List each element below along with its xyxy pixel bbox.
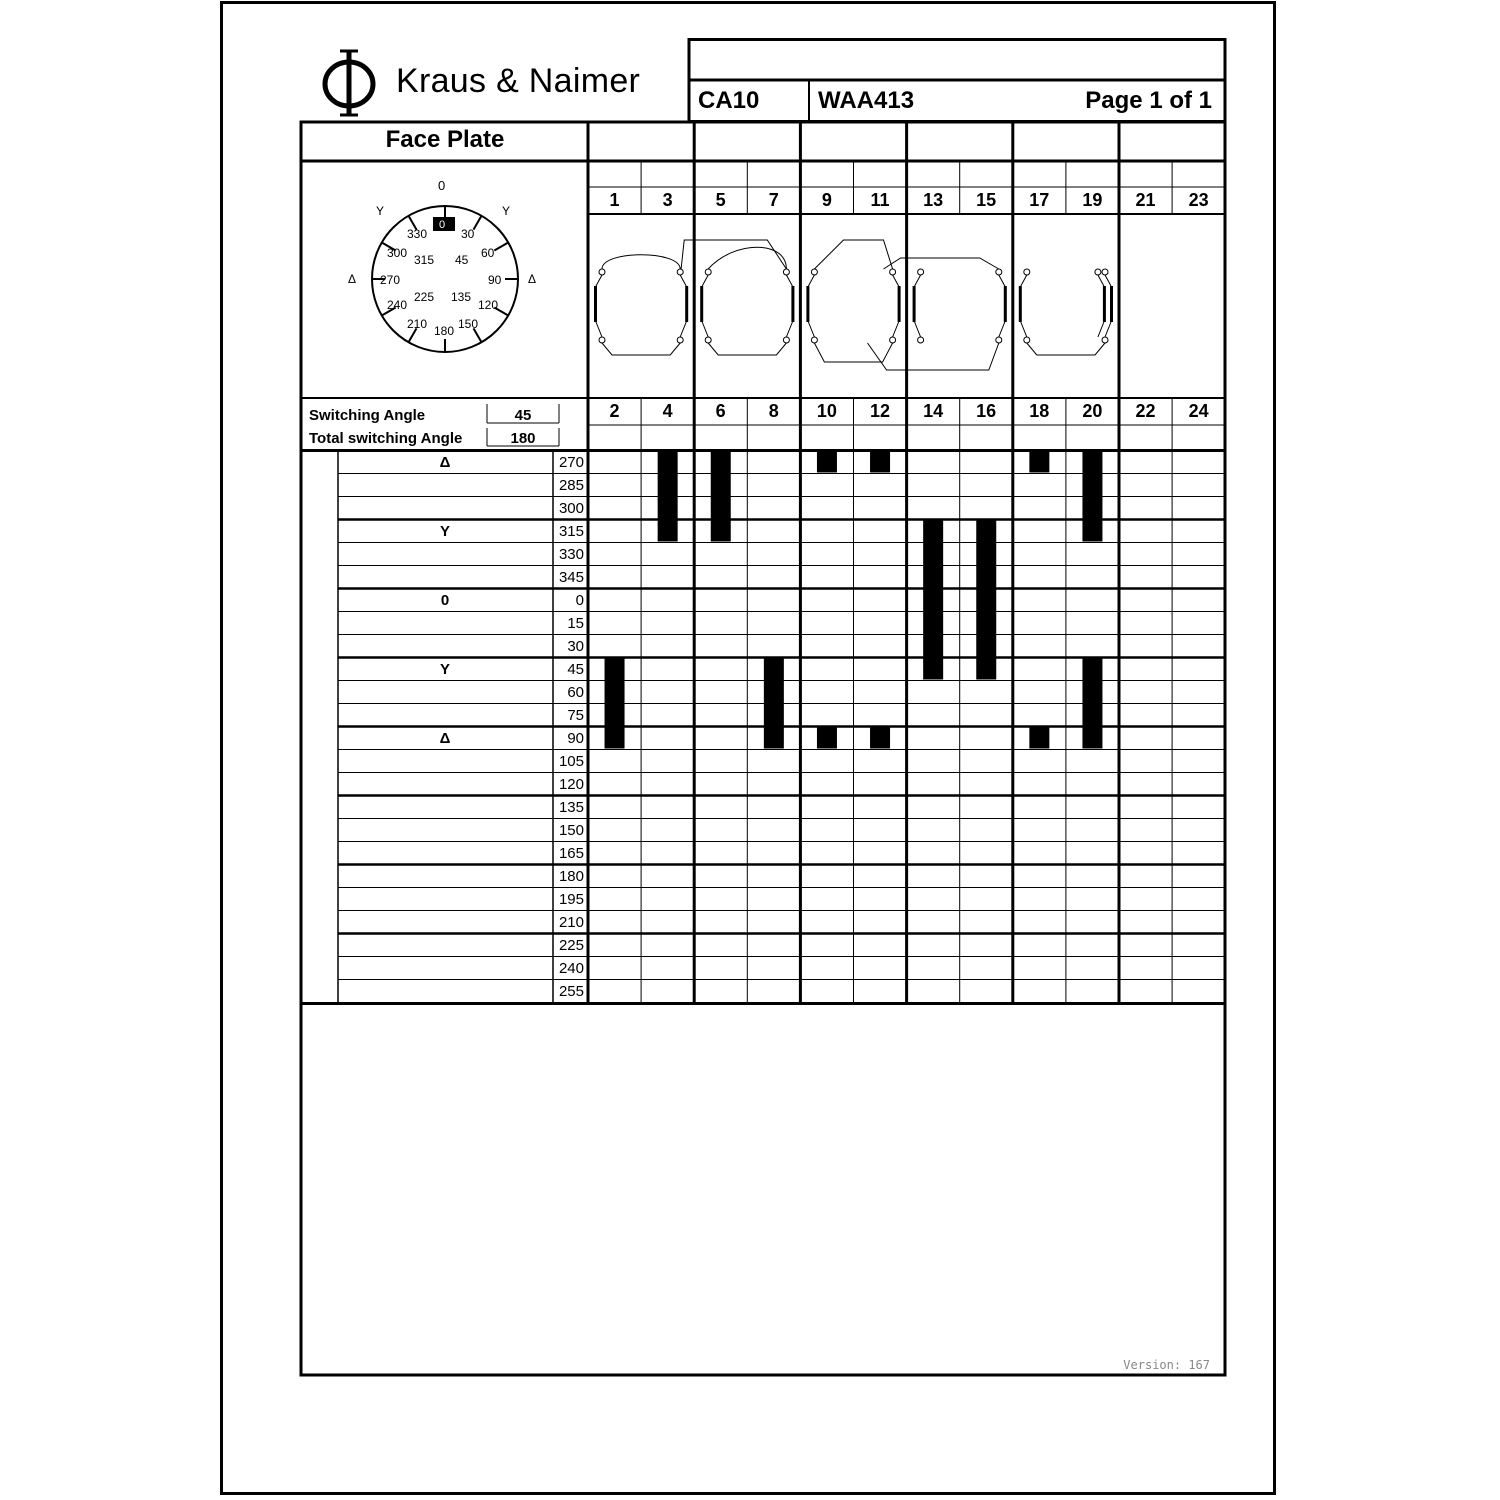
position-angle: 0 <box>575 591 584 609</box>
contact-element <box>594 286 597 322</box>
position-angle: 90 <box>567 729 584 747</box>
dial-number-60: 60 <box>481 246 495 260</box>
contact-bar <box>1082 452 1102 542</box>
position-angle: 345 <box>558 568 584 586</box>
series-code: CA10 <box>698 87 760 114</box>
terminal-number: 20 <box>1082 401 1103 421</box>
position-angle: 330 <box>558 545 584 563</box>
dial-number-210: 210 <box>407 317 428 331</box>
position-angle: 135 <box>558 798 584 816</box>
position-label: Δ <box>439 729 451 747</box>
contact-bar <box>1029 728 1049 749</box>
terminal-circle <box>1095 269 1101 275</box>
terminal-circle <box>811 337 817 343</box>
position-angle: 255 <box>558 982 584 1000</box>
terminal-number: 16 <box>976 401 997 421</box>
terminal-number: 11 <box>870 190 890 210</box>
position-angle: 300 <box>558 499 584 517</box>
program-code: WAA413 <box>818 87 915 114</box>
position-angle: 150 <box>558 821 584 839</box>
contact-element <box>1004 286 1007 322</box>
position-angle: 210 <box>558 913 584 931</box>
page-number: Page 1 of 1 <box>1085 87 1212 114</box>
contact-bar <box>764 659 784 749</box>
dial-number-135: 135 <box>451 290 472 304</box>
dial-y-right: Y <box>502 204 511 218</box>
terminal-number: 14 <box>923 401 944 421</box>
position-angle: 270 <box>558 453 584 471</box>
terminal-number: 21 <box>1135 190 1156 210</box>
contact-bar <box>976 521 996 680</box>
brand-logo <box>325 50 373 116</box>
dial-number-330: 330 <box>407 227 428 241</box>
terminal-number: 12 <box>869 401 891 421</box>
contact-bar <box>817 452 837 473</box>
dial-number-45: 45 <box>455 253 469 267</box>
contact-bar <box>658 452 678 542</box>
terminal-number: 19 <box>1082 190 1103 210</box>
terminal-number: 5 <box>715 190 726 210</box>
dial-number-315: 315 <box>414 253 435 267</box>
terminal-number: 15 <box>976 190 997 210</box>
terminal-circle <box>890 269 896 275</box>
dial-delta-left: Δ <box>348 272 357 286</box>
dial-delta-right: Δ <box>528 272 537 286</box>
position-angle: 225 <box>558 936 584 954</box>
terminal-circle <box>783 269 789 275</box>
contact-element <box>806 286 809 322</box>
contact-element <box>685 286 688 322</box>
dial-number-180: 180 <box>434 324 455 338</box>
position-angle: 240 <box>558 959 584 977</box>
terminal-number: 2 <box>609 401 620 421</box>
terminal-circle <box>1024 337 1030 343</box>
position-angle: 120 <box>558 775 584 793</box>
terminal-circle <box>599 337 605 343</box>
dial-number-150: 150 <box>458 317 479 331</box>
wiring-diagram <box>594 240 1113 370</box>
dial-pointer-label: 0 <box>439 219 446 231</box>
bridge <box>814 343 892 362</box>
terminal-number: 4 <box>662 401 673 421</box>
dial-tick <box>494 243 508 251</box>
position-label: Y <box>439 522 450 540</box>
dial-y-left: Y <box>376 204 385 218</box>
terminal-number: 24 <box>1188 401 1209 421</box>
bridge <box>681 240 786 269</box>
switching-angle-value: 45 <box>514 407 532 424</box>
bridge <box>1027 343 1105 355</box>
terminal-circle <box>811 269 817 275</box>
contact-element <box>1103 286 1106 322</box>
contact-bar <box>817 728 837 749</box>
contact-bar <box>711 452 731 542</box>
position-angle: 30 <box>567 637 584 655</box>
position-angle: 75 <box>567 706 584 724</box>
version-label: Version: 167 <box>1123 1358 1210 1372</box>
position-label: Y <box>439 660 450 678</box>
terminal-number: 13 <box>923 190 944 210</box>
terminal-circle <box>918 269 924 275</box>
terminal-circle <box>705 337 711 343</box>
terminal-circle <box>677 269 683 275</box>
dial-number-225: 225 <box>414 290 435 304</box>
position-angle: 195 <box>558 890 584 908</box>
terminal-circle <box>1102 337 1108 343</box>
terminal-number: 3 <box>662 190 673 210</box>
bridge <box>868 343 999 370</box>
position-label: Δ <box>439 453 451 471</box>
position-angle: 315 <box>558 522 584 540</box>
dial-tick <box>474 216 482 230</box>
terminal-number: 23 <box>1188 190 1209 210</box>
switching-angle-label: Switching Angle <box>309 407 426 424</box>
position-label: 0 <box>440 591 450 609</box>
contact-bar <box>1082 659 1102 749</box>
contact-bar <box>1029 452 1049 473</box>
contact-element <box>913 286 916 322</box>
position-angle: 180 <box>558 867 584 885</box>
contact-bar <box>605 659 625 749</box>
bridge <box>602 255 680 269</box>
bridge <box>884 258 999 269</box>
face-plate-title: Face Plate <box>385 126 505 153</box>
dial-number-90: 90 <box>488 273 502 287</box>
position-angle: 165 <box>558 844 584 862</box>
dial-number-30: 30 <box>461 227 475 241</box>
terminal-number: 1 <box>609 190 620 210</box>
dial-top-label: 0 <box>438 178 446 193</box>
terminal-circle <box>996 337 1002 343</box>
contact-bar <box>923 521 943 680</box>
position-angle: 285 <box>558 476 584 494</box>
bridge <box>708 343 786 355</box>
terminal-circle <box>996 269 1002 275</box>
terminal-number: 22 <box>1135 401 1156 421</box>
contact-element <box>700 286 703 322</box>
position-angle: 105 <box>558 752 584 770</box>
terminal-circle <box>705 269 711 275</box>
terminal-circle <box>1024 269 1030 275</box>
terminal-circle <box>1102 269 1108 275</box>
total-angle-value: 180 <box>510 430 536 447</box>
terminal-number: 8 <box>768 401 779 421</box>
contact-element <box>898 286 901 322</box>
terminal-number: 17 <box>1029 190 1050 210</box>
bridge <box>814 240 892 269</box>
terminal-number: 6 <box>715 401 726 421</box>
dial-number-270: 270 <box>380 273 401 287</box>
dial-number-240: 240 <box>387 298 408 312</box>
terminal-number: 10 <box>816 401 837 421</box>
contact-bar <box>870 452 890 473</box>
contact-element <box>791 286 794 322</box>
contact-element <box>1019 286 1022 322</box>
bridge <box>602 343 680 355</box>
terminal-number: 9 <box>821 190 832 210</box>
dial-number-300: 300 <box>387 246 408 260</box>
dial-number-120: 120 <box>478 298 499 312</box>
total-angle-label: Total switching Angle <box>309 430 463 447</box>
terminal-circle <box>890 337 896 343</box>
terminal-circle <box>599 269 605 275</box>
contact-bar <box>870 728 890 749</box>
position-angle: 45 <box>567 660 584 678</box>
terminal-circle <box>783 337 789 343</box>
position-angle: 15 <box>567 614 584 632</box>
position-angle: 60 <box>567 683 584 701</box>
contact-element <box>1110 286 1113 322</box>
terminal-number: 7 <box>768 190 779 210</box>
terminal-circle <box>918 337 924 343</box>
terminal-number: 18 <box>1029 401 1050 421</box>
terminal-circle <box>677 337 683 343</box>
brand-name: Kraus & Naimer <box>396 62 641 100</box>
chart-grid <box>338 122 1225 1004</box>
